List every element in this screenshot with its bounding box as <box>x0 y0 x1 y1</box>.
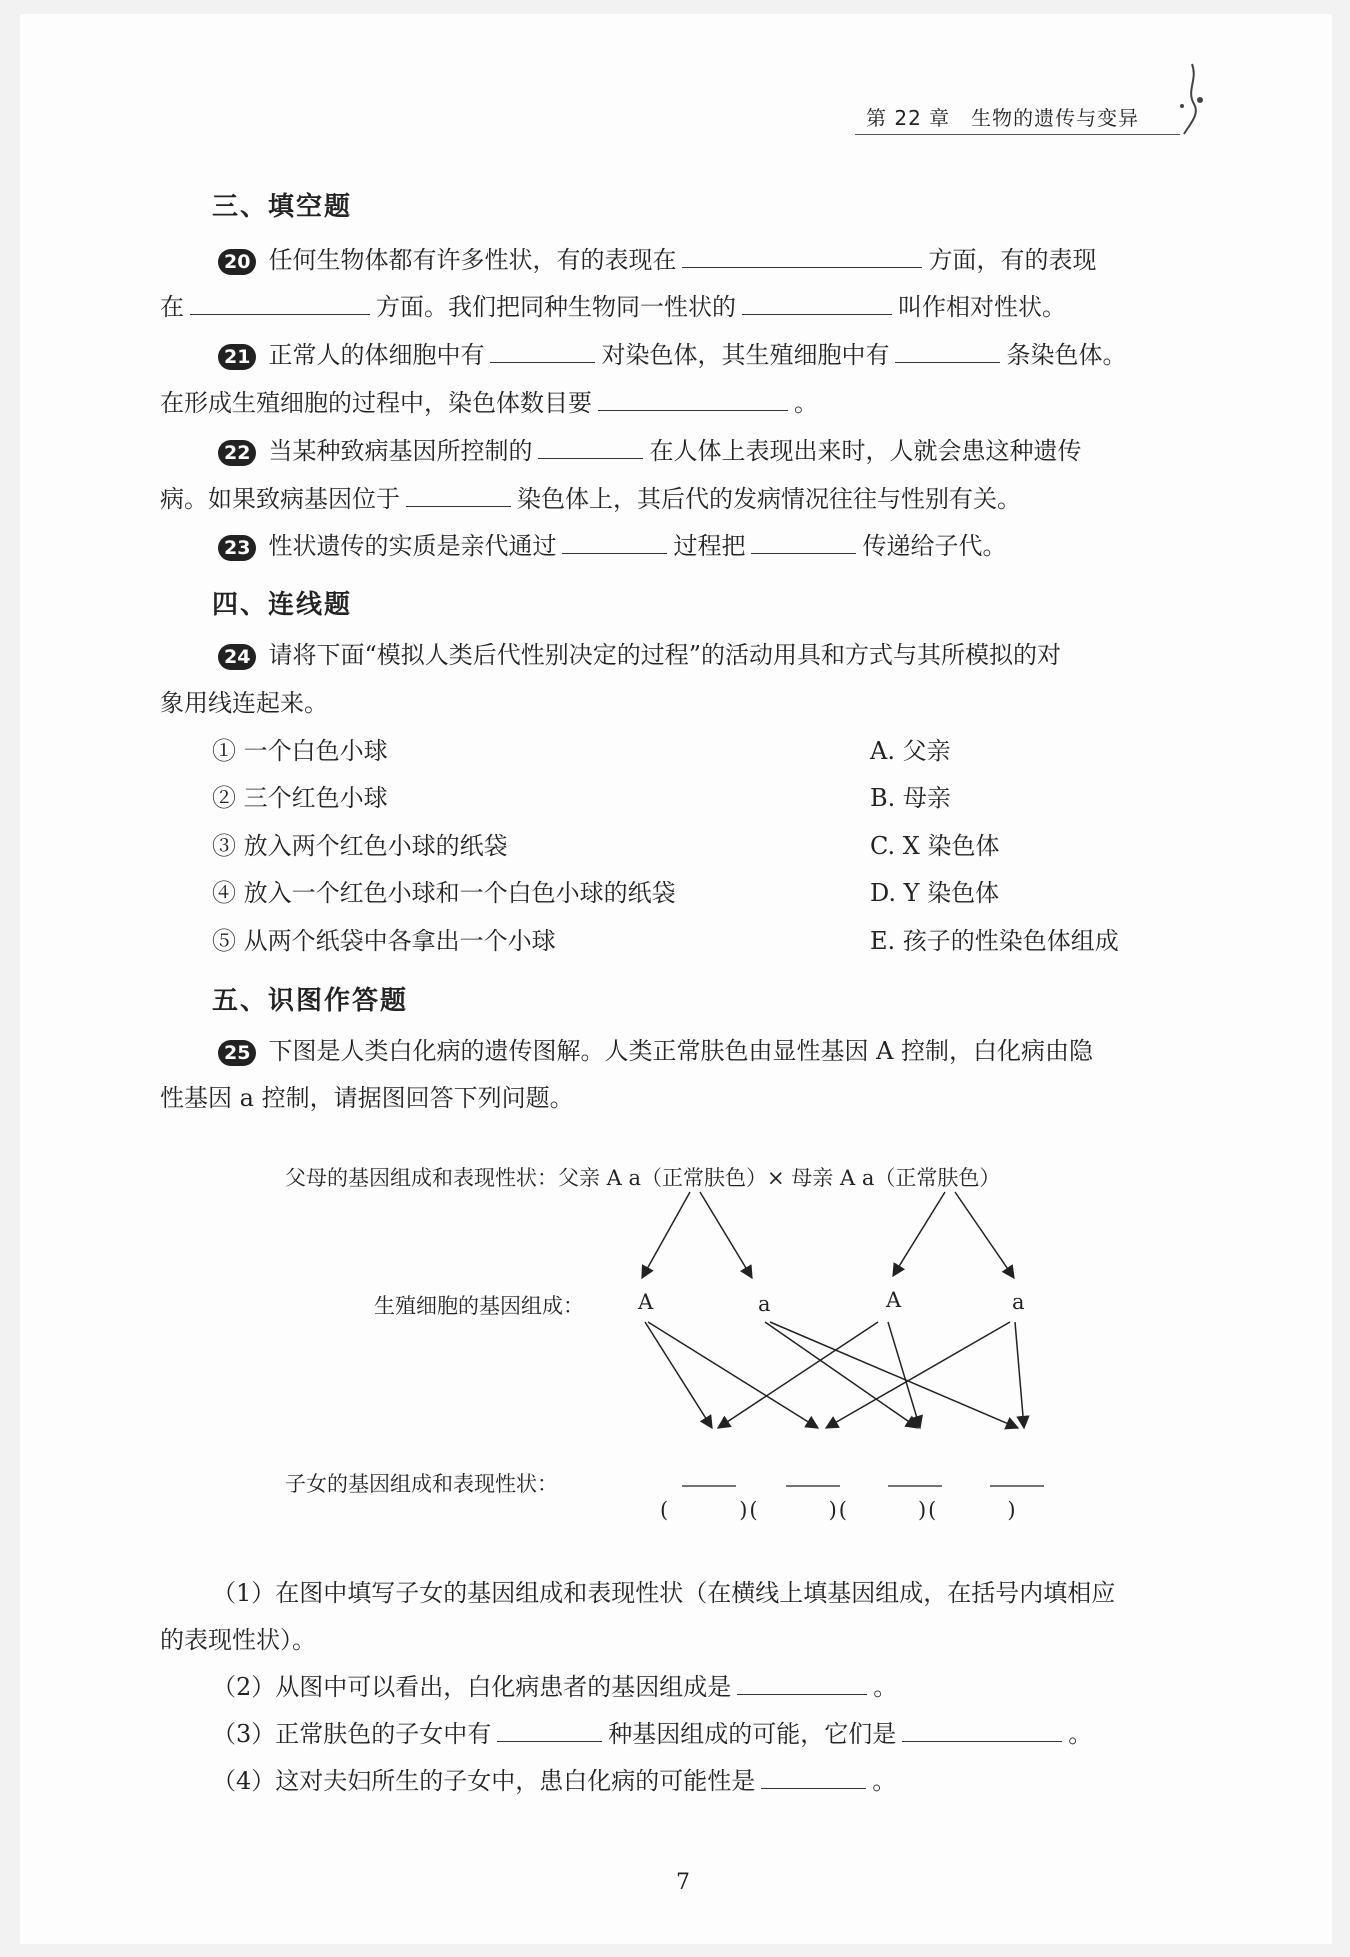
page-number: 7 <box>676 1870 690 1895</box>
arrow-father-to-a <box>700 1192 752 1278</box>
subq-3-text-a: （3）正常肤色的子女中有 <box>212 1720 492 1748</box>
q24-left-3[interactable]: ③ 放入两个红色小球的纸袋 <box>212 832 508 860</box>
subq-3-text-b: 种基因组成的可能，它们是 <box>608 1720 897 1748</box>
q22-text-c: 病。如果致病基因位于 <box>160 485 400 513</box>
q20-text-a: 任何生物体都有许多性状，有的表现在 <box>268 246 677 274</box>
arrow-mother-to-A <box>893 1192 945 1276</box>
q24-left-1[interactable]: ① 一个白色小球 <box>212 737 388 765</box>
q22-text-d: 染色体上，其后代的发病情况往往与性别有关。 <box>517 485 1021 513</box>
q25-text-a: 下图是人类白化病的遗传图解。人类正常肤色由显性基因 A 控制，白化病由隐 <box>268 1037 1094 1065</box>
q22-number: 22 <box>218 440 256 466</box>
subq-1-line1: （1）在图中填写子女的基因组成和表现性状（在横线上填基因组成，在括号内填相应 <box>212 1579 1116 1607</box>
subq-4-text: （4）这对夫妇所生的子女中，患白化病的可能性是 <box>212 1767 756 1795</box>
q24-text-a: 请将下面“模拟人类后代性别决定的过程”的活动用具和方式与其所模拟的对 <box>268 641 1061 669</box>
q21-number: 21 <box>218 344 256 370</box>
subq-4-end: 。 <box>872 1767 897 1795</box>
gamete-father-a: a <box>758 1292 771 1316</box>
section-diagram-title: 五、识图作答题 <box>212 986 409 1016</box>
q24-right-b[interactable]: B. 母亲 <box>870 784 951 812</box>
section-fill-blank-title: 三、填空题 <box>212 192 353 222</box>
arrow-father-to-A <box>642 1192 690 1278</box>
q22-text-a: 当某种致病基因所控制的 <box>268 437 533 465</box>
subq-2 <box>212 1672 897 1702</box>
q24-right-d[interactable]: D. Y 染色体 <box>870 879 1000 907</box>
q20-text-b: 方面，有的表现 <box>928 246 1097 274</box>
arrow-A-child1 <box>645 1322 712 1428</box>
q21-text-a: 正常人的体细胞中有 <box>268 341 485 369</box>
children-parens[interactable]: ( )( )( )( ) <box>660 1498 1018 1522</box>
q25-number: 25 <box>218 1040 256 1066</box>
subq-1-line2: 的表现性状）。 <box>160 1626 316 1654</box>
q24-right-c[interactable]: C. X 染色体 <box>870 832 1000 860</box>
subq-3-end: 。 <box>1068 1720 1093 1748</box>
section-matching-title: 四、连线题 <box>212 590 353 620</box>
q24-left-4[interactable]: ④ 放入一个红色小球和一个白色小球的纸袋 <box>212 879 676 907</box>
arrow-mother-to-a <box>955 1192 1014 1278</box>
q24-right-e[interactable]: E. 孩子的性染色体组成 <box>870 927 1119 955</box>
q24-left-5[interactable]: ⑤ 从两个纸袋中各拿出一个小球 <box>212 927 556 955</box>
q24-number: 24 <box>218 644 256 670</box>
children-label: 子女的基因组成和表现性状： <box>285 1472 558 1496</box>
subq-3-blank-2[interactable] <box>902 1719 1062 1742</box>
q21-text-b: 对染色体，其生殖细胞中有 <box>601 341 890 369</box>
q21-text-c: 条染色体。 <box>1006 341 1127 369</box>
q24-line2: 象用线连起来。 <box>160 689 328 717</box>
subq-3 <box>212 1719 1092 1749</box>
subq-4 <box>212 1766 896 1796</box>
q21-text-e: 。 <box>794 389 818 417</box>
q22-text-b: 在人体上表现出来时，人就会患这种遗传 <box>649 437 1082 465</box>
arrow-ma-child4 <box>1015 1322 1024 1428</box>
q23-text-a: 性状遗传的实质是亲代通过 <box>268 532 557 560</box>
q23-text-b: 过程把 <box>673 532 746 560</box>
q23-number: 23 <box>218 535 256 561</box>
q20-text-e: 叫作相对性状。 <box>898 293 1066 321</box>
q21-text-d: 在形成生殖细胞的过程中，染色体数目要 <box>160 389 592 417</box>
q25-line2: 性基因 a 控制，请据图回答下列问题。 <box>160 1084 574 1112</box>
chapter-header: 第 22 章 生物的遗传与变异 <box>866 106 1140 130</box>
gamete-mother-a: a <box>1012 1290 1025 1314</box>
subq-3-blank-1[interactable] <box>497 1719 602 1742</box>
q24-right-a[interactable]: A. 父亲 <box>870 737 951 765</box>
subq-2-end: 。 <box>873 1673 898 1701</box>
gamete-father-A: A <box>638 1290 654 1314</box>
q20-number: 20 <box>218 249 256 275</box>
arrow-A-child2 <box>648 1322 818 1428</box>
subq-2-blank[interactable] <box>737 1672 867 1695</box>
gamete-mother-A: A <box>886 1288 902 1312</box>
parents-label: 父母的基因组成和表现性状：父亲 A a（正常肤色）× 母亲 A a（正常肤色） <box>285 1166 1001 1190</box>
q23-text-c: 传递给子代。 <box>862 532 1007 560</box>
subq-4-blank[interactable] <box>761 1766 866 1789</box>
gametes-label: 生殖细胞的基因组成： <box>374 1294 584 1318</box>
q20-text-d: 方面。我们把同种生物同一性状的 <box>376 293 736 321</box>
subq-2-text: （2）从图中可以看出，白化病患者的基因组成是 <box>212 1673 732 1701</box>
q24-left-2[interactable]: ② 三个红色小球 <box>212 784 388 812</box>
q20-text-c: 在 <box>160 293 184 321</box>
